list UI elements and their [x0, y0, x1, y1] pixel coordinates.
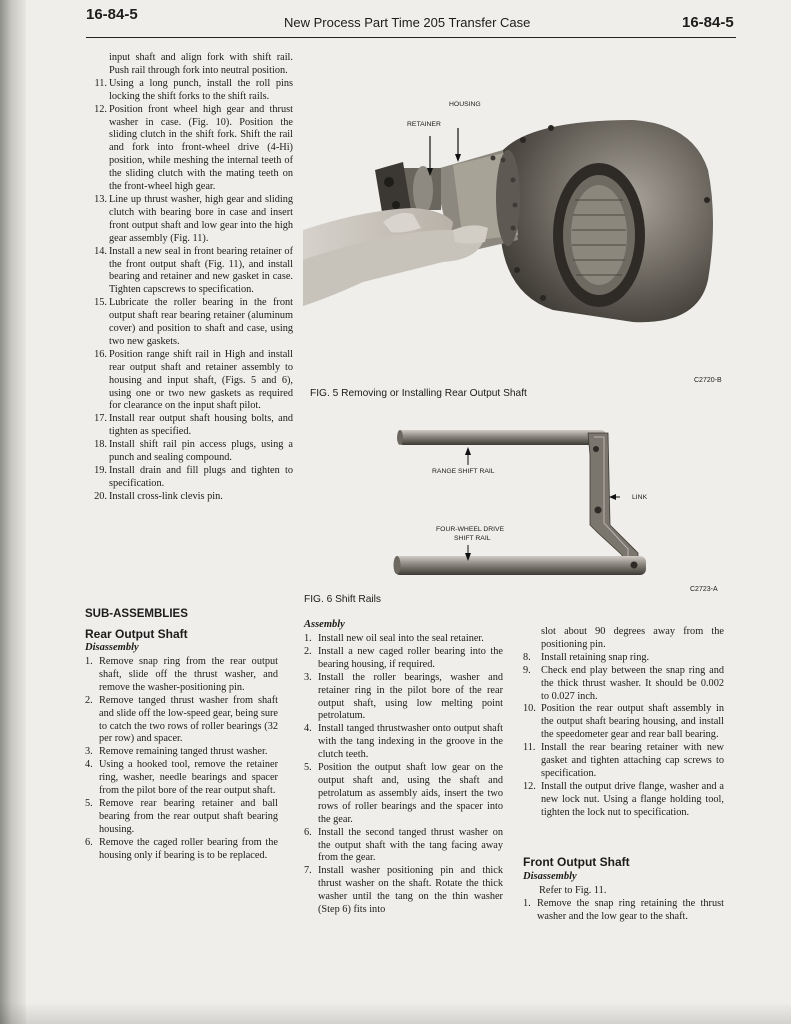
procedure-step: 1. Remove the snap ring retaining the thrust washer and the low gear to the shaft.: [523, 897, 724, 922]
procedure-step: 13. Line up thrust washer, high gear and sliding clutch with bearing bore in case and insert front output shaft and low gear into the high gear assembly (Fig. 11).: [94, 193, 293, 244]
label-4wd-shift-rail-2: SHIFT RAIL: [454, 535, 491, 542]
front-disassembly-heading: Disassembly: [523, 871, 577, 882]
procedure-step: 6. Install the second tanged thrust washer on the output shaft with the tang facing away from the gear.: [304, 826, 503, 864]
procedure-step: 11. Install the rear bearing retainer with new gasket and tighten attaching cap screws to specification.: [523, 742, 724, 779]
header-rule: [86, 37, 736, 38]
procedure-step: 8. Install retaining snap ring.: [523, 651, 650, 663]
label-range-shift-rail: RANGE SHIFT RAIL: [432, 468, 495, 475]
assembly-heading: Assembly: [304, 619, 345, 630]
procedure-step: 17. Install rear output shaft housing bolts, and tighten as specified.: [94, 413, 293, 438]
disassembly-steps: [85, 656, 278, 863]
disassembly-heading: Disassembly: [85, 642, 139, 653]
page-edge-shadow: [0, 1002, 791, 1024]
procedure-step: 1. Remove snap ring from the rear output shaft, slide off the thrust washer, and remove the washer-positioning pin.: [85, 656, 278, 693]
procedure-step: 3. Install the roller bearings, washer and retainer ring in the pilot bore of the rear output shaft, using low melting point petrolatum.: [304, 671, 503, 722]
figure-5-photo: [303, 110, 718, 378]
step-continuation: input shaft and align fork with shift rail. Push rail through fork into neutral position.: [109, 52, 293, 76]
procedure-step: 11. Using a long punch, install the roll pins locking the shift forks to the shift rails.: [94, 77, 293, 102]
figure-6-code: C2723-A: [690, 586, 718, 593]
figure-5-code: C2720-B: [694, 377, 722, 384]
procedure-step: 9. Check end play between the snap ring and the thick thrust washer. It should be 0.002 to 0.027 inch.: [523, 664, 724, 702]
figure-6-caption: FIG. 6 Shift Rails: [304, 594, 381, 605]
page-title: New Process Part Time 205 Transfer Case: [284, 15, 531, 30]
figure-5-caption: FIG. 5 Removing or Installing Rear Output Shaft: [310, 388, 527, 399]
procedure-step: 5. Position the output shaft low gear on the output shaft and, using the shaft and petrolatum as assembly aids, insert the two rows of roller bearings and the spacer into the gear.: [304, 762, 503, 825]
procedure-step: 12. Install the output drive flange, washer and a new lock nut. Using a flange holding tool, tighten the lock nut to specification.: [523, 780, 724, 818]
page-number-right: 16-84-5: [682, 14, 734, 31]
procedure-step: 2. Install a new caged roller bearing into the bearing housing, if required.: [304, 645, 503, 670]
section-title-sub-assemblies: SUB-ASSEMBLIES: [85, 608, 188, 620]
figure-reference: Refer to Fig. 11.: [539, 885, 607, 896]
procedure-step: 4. Using a hooked tool, remove the retainer ring, washer, needle bearings and spacer from the pilot bore of the rear output shaft.: [85, 759, 278, 797]
procedure-step: 3. Remove remaining tanged thrust washer.: [85, 746, 268, 758]
procedure-step: 14. Install a new seal in front bearing retainer of the front output shaft (Fig. 11), and install bearing and retainer and new gasket in case. Tighten capscrews to specification.: [94, 245, 293, 296]
procedure-step: 5. Remove rear bearing retainer and ball bearing from the rear output shaft bearing housing.: [85, 797, 278, 835]
section-title-front-output-shaft: Front Output Shaft: [523, 855, 630, 869]
procedure-step: 20. Install cross-link clevis pin.: [94, 490, 223, 502]
procedure-step: 4. Install tanged thrustwasher onto output shaft with the tang indexing in the groove in the clutch teeth.: [304, 723, 503, 761]
label-4wd-shift-rail-1: FOUR-WHEEL DRIVE: [436, 526, 505, 533]
figure-6-shift-rails: [390, 425, 655, 585]
installation-steps: [85, 52, 293, 504]
procedure-step: 2. Remove tanged thrust washer from shaft and slide off the low-speed gear, being sure to catch the two rows of roller bearings (32 per row) and spacer.: [85, 694, 278, 745]
procedure-step: 6. Remove the caged roller bearing from the housing only if bearing is to be replaced.: [85, 836, 278, 861]
assembly-steps: [304, 633, 503, 917]
page-number-left: 16-84-5: [86, 6, 138, 23]
procedure-step: 15. Lubricate the roller bearing in the front output shaft rear bearing retainer (aluminum cover) and position to shaft and case, using two new gaskets.: [94, 297, 293, 347]
label-link: LINK: [632, 494, 648, 501]
assembly-steps-continued: [523, 626, 724, 820]
label-retainer: RETAINER: [407, 121, 441, 128]
procedure-step: 7. Install washer positioning pin and thick thrust washer on the shaft. Rotate the thick washer until the tang on the thin washer (Step 6) fits into: [304, 865, 503, 916]
procedure-step: 16. Position range shift rail in High and install rear output shaft and retainer assembly to housing and input shaft, (Figs. 5 and 6), using one or two new gaskets as required for clearance on the input shaft pilot.: [94, 348, 293, 412]
procedure-step: 12. Position front wheel high gear and thrust washer in case. (Fig. 10). Position the sliding clutch in the shift fork. Shift the rail and fork into front-wheel drive (4-Hi) position, while meshing the internal teeth of the sliding clutch with the mating teeth on the front-wheel high gear.: [94, 103, 293, 193]
procedure-step: 10. Position the rear output shaft assembly in the output shaft bearing housing, and install the speedometer gear and rear ball bearing.: [523, 703, 724, 741]
procedure-step: 18. Install shift rail pin access plugs, using a punch and sealing compound.: [94, 439, 293, 464]
front-disassembly-steps: [523, 885, 724, 924]
section-title-rear-output-shaft: Rear Output Shaft: [85, 627, 188, 641]
procedure-step: 19. Install drain and fill plugs and tighten to specification.: [94, 465, 293, 489]
step-continuation: slot about 90 degrees away from the positioning pin.: [541, 626, 724, 650]
procedure-step: 1. Install new oil seal into the seal retainer.: [304, 633, 484, 644]
label-housing: HOUSING: [449, 101, 481, 108]
page-binding-shadow: [0, 0, 26, 1024]
